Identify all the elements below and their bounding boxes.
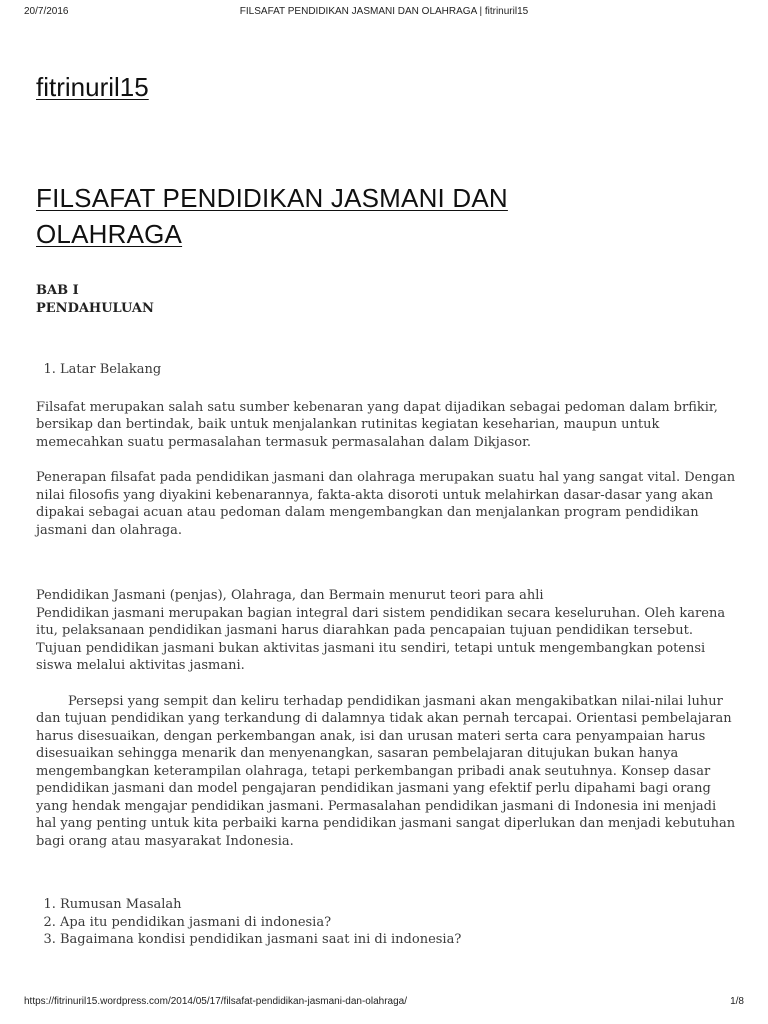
- page-number: 1/8: [730, 996, 744, 1007]
- paragraph-indented: Persepsi yang sempit dan keliru terhadap pendidikan jasmani akan mengakibatkan nilai-nilai luhur dan tujuan pendidikan yang terkandung di dalamnya tidak akan pernah tercapai. Orientasi pembelajaran harus disesuaikan, dengan perkembangan anak, isi dan urusan materi serta cara penyampaian harus disesuaikan sehingga menarik dan menyenangkan, sasaran pembelajaran ditujukan bukan hanya mengembangkan keterampilan olahraga, tetapi perkembangan pribadi anak seutuhnya. Konsep dasar pendidikan jasmani dan model pengajaran pendidikan jasmani yang efektif perlu dipahami bagi orang yang hendak mengajar pendidikan jasmani. Permasalahan pendidikan jasmani di Indonesia ini menjadi hal yang penting untuk kita perbaiki karna pendidikan jasmani sangat diperlukan dan menjadi kebutuhan bagi orang atau masyarakat Indonesia.: [36, 693, 736, 849]
- post-content: [36, 282, 736, 949]
- paragraph: Penerapan filsafat pada pendidikan jasmani dan olahraga merupakan suatu hal yang sangat vital. Dengan nilai filosofis yang diyakini kebenarannya, fakta-akta disoroti untuk melahirkan dasar-dasar yang akan dipakai sebagai acuan atau pedoman dalam mengembangkan dan menjalankan program pendidikan jasmani dan olahraga.: [36, 470, 736, 538]
- paragraph: Pendidikan Jasmani (penjas), Olahraga, dan Bermain menurut teori para ahli: [36, 588, 544, 603]
- chapter-heading: BAB I: [36, 283, 79, 298]
- post-title-link[interactable]: FILSAFAT PENDIDIKAN JASMANI DAN OLAHRAGA: [36, 183, 508, 249]
- ordered-list-background: [36, 361, 736, 379]
- site-title-link[interactable]: fitrinuril15: [36, 72, 149, 102]
- print-date: 20/7/2016: [24, 6, 69, 17]
- list-item: 2. Apa itu pendidikan jasmani di indonesia?: [60, 914, 736, 932]
- section-heading: PENDAHULUAN: [36, 300, 154, 316]
- print-footer: [24, 996, 744, 1010]
- print-url: https://fitrinuril15.wordpress.com/2014/05/17/filsafat-pendidikan-jasmani-dan-olahraga/: [24, 996, 407, 1007]
- paragraph: Pendidikan jasmani merupakan bagian integral dari sistem pendidikan secara keseluruhan. Oleh karena itu, pelaksanaan pendidikan jasmani harus diarahkan pada pencapaian tujuan pendidikan tersebut. Tujuan pendidikan jasmani bukan aktivitas jasmani itu sendiri, tetapi untuk mengembangkan potensi siswa melalui aktivitas jasmani.: [36, 605, 726, 673]
- list-item: 1. Latar Belakang: [60, 361, 736, 379]
- list-item: 1. Rumusan Masalah: [60, 896, 736, 914]
- paragraph: Filsafat merupakan salah satu sumber kebenaran yang dapat dijadikan sebagai pedoman dalam brfikir, bersikap dan bertindak, baik untuk menjalankan rutinitas kegiatan keseharian, maupun untuk memecahkan suatu permasalahan termasuk permasalahan dalam Dikjasor.: [36, 399, 718, 450]
- print-header: [24, 6, 744, 20]
- list-item: 3. Bagaimana kondisi pendidikan jasmani saat ini di indonesia?: [60, 931, 736, 949]
- print-document-title: FILSAFAT PENDIDIKAN JASMANI DAN OLAHRAGA | fitrinuril15: [239, 6, 529, 17]
- ordered-list-problems: [36, 896, 736, 949]
